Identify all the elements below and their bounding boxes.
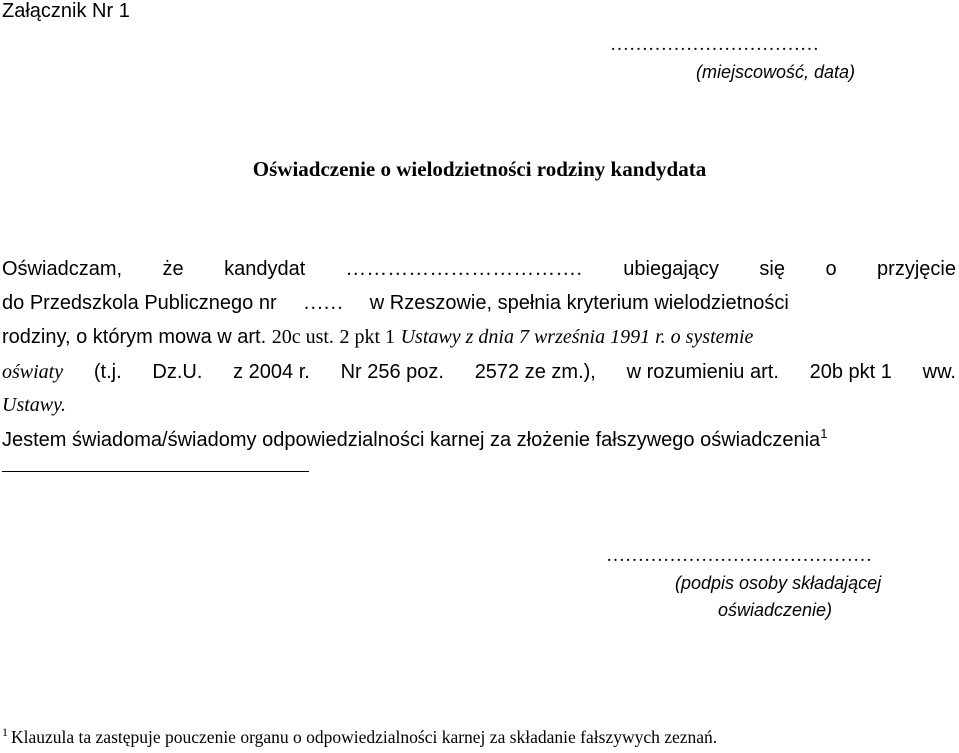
word: do — [2, 292, 25, 314]
body-line-4 — [2, 361, 956, 384]
body-line-2 — [2, 292, 956, 315]
word: ubiegający — [623, 258, 719, 280]
text-run: 2 pkt 1 — [339, 326, 396, 348]
word: w rozumieniu art. — [626, 361, 779, 383]
attachment-header: Załącznik Nr 1 — [2, 0, 130, 22]
footnote-number: 1 — [2, 725, 8, 739]
word: Dz.U. — [152, 361, 203, 383]
word: się — [759, 258, 785, 280]
body-line-3 — [2, 326, 753, 349]
footnote — [2, 725, 717, 748]
word: ww. — [922, 361, 956, 383]
word: że — [162, 258, 184, 280]
word: 20b pkt 1 — [809, 361, 892, 383]
footnote-ref: 1 — [820, 426, 828, 441]
body-line-6 — [2, 426, 827, 452]
word: Rzeszowie, — [389, 292, 493, 314]
candidate-name-dots: ……………………………. — [345, 258, 583, 280]
text-run: rodziny, o którym mowa w art. — [2, 326, 267, 348]
place-date-dots: …………………………… — [610, 34, 819, 55]
document-title: Oświadczenie o wielodzietności rodziny kandydata — [252, 157, 707, 181]
word: kandydat — [224, 258, 306, 280]
signature-label-line-1: (podpis osoby składającej — [675, 573, 882, 593]
word: w — [369, 292, 385, 314]
body-line-1 — [2, 258, 956, 281]
word: spełnia — [497, 292, 561, 314]
word: Oświadczam, — [2, 258, 123, 280]
liability-statement: Jestem świadoma/świadomy odpowiedzialności karnej za złożenie fałszywego oświadczenia — [2, 429, 821, 451]
word: wielodzietności — [654, 292, 789, 314]
word: Publicznego — [144, 292, 254, 314]
law-title-run: Ustawy z dnia 7 września 1991 r. o systemie — [400, 326, 754, 348]
word: Nr 256 poz. — [340, 361, 444, 383]
word: (t.j. — [93, 361, 122, 383]
underline-rule — [2, 471, 309, 472]
place-date-label: (miejscowość, data) — [696, 62, 856, 82]
word: Przedszkola — [29, 292, 139, 314]
word: nr — [258, 292, 277, 314]
kindergarten-number-dots: …… — [303, 292, 344, 314]
signature-dots: …………………………………… — [606, 545, 872, 566]
text-run: 20c ust. — [271, 326, 334, 348]
law-title-run: oświaty — [2, 361, 64, 383]
body-line-5: Ustawy. — [2, 394, 66, 416]
word: kryterium — [566, 292, 649, 314]
word: z 2004 r. — [233, 361, 310, 383]
footnote-text: Klauzula ta zastępuje pouczenie organu o odpowiedzialności karnej za składanie fałszywych zeznań. — [11, 727, 718, 747]
signature-label-line-2: oświadczenie) — [718, 600, 833, 620]
word: przyjęcie — [877, 258, 956, 280]
word: 2572 ze zm.), — [474, 361, 596, 383]
word: o — [825, 258, 837, 280]
